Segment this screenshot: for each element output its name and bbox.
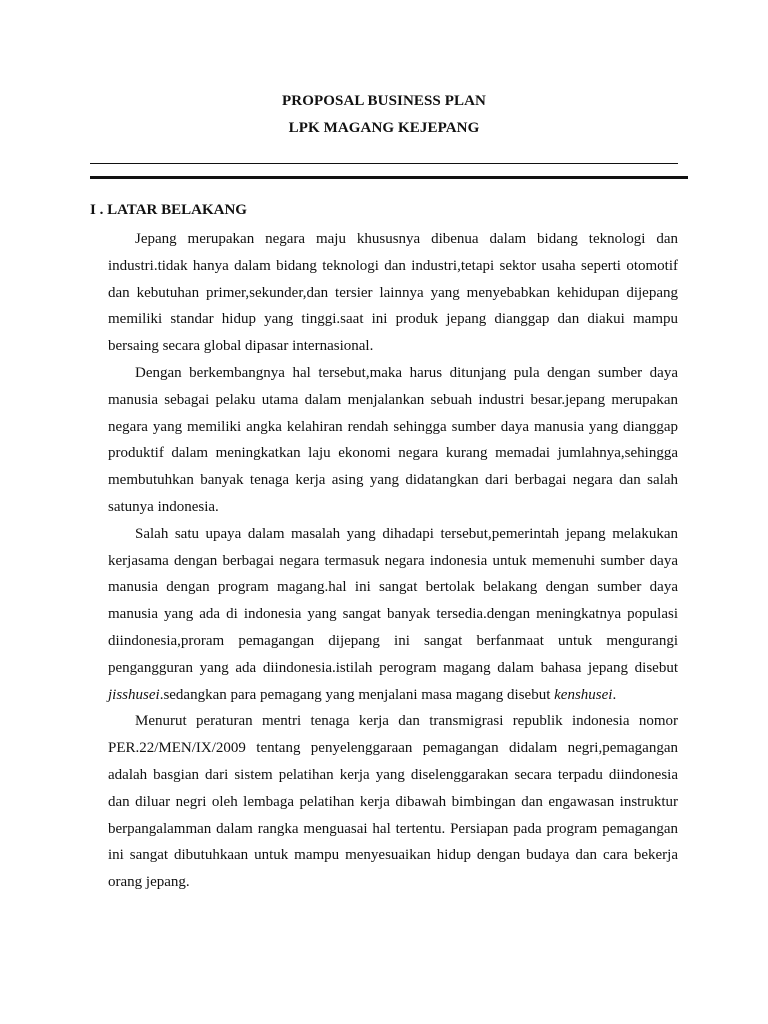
- document-subtitle: LPK MAGANG KEJEPANG: [288, 120, 480, 136]
- section-body: [108, 226, 678, 896]
- document-title: PROPOSAL BUSINESS PLAN: [282, 93, 486, 109]
- term-kenshusei: kenshusei: [554, 686, 613, 703]
- paragraph-3-text-c: .: [612, 686, 617, 703]
- paragraph-4: Menurut peraturan mentri tenaga kerja dan transmigrasi republik indonesia nomor PER.22/MEN/IX/2009 tentang penyelenggaraan pemagangan didalam negri,pemagangan adalah basgian dari sistem pelatihan kerja yang diselenggarakan secara terpadu diindonesia dan diluar negri oleh lembaga pelatihan kerja dibawah bimbingan dan engawasan instruktur berpangalamman dalam rangka menguasai hal tertentu. Persiapan pada program pemagangan ini sangat dibutuhkaan untuk mampu menyesuaikan hidup dengan budaya dan cara bekerja orang jepang.: [108, 713, 678, 891]
- header-divider-thick: [90, 176, 688, 179]
- paragraph-3-text-a: Salah satu upaya dalam masalah yang dihadapi tersebut,pemerintah jepang melakukan kerjasama dengan berbagai negara termasuk negara indonesia untuk memenuhi sumber daya manusia dengan program magang.hal ini sangat bertolak belakang dengan sumber daya manusia yang ada di indonesia yang sangat banyak tersedia.dengan meningkatnya populasi diindonesia,proram pemagangan dijepang ini sangat berfanmaat untuk mengurangi pengangguran yang ada diindonesia.istilah perogram magang dalam bahasa jepang disebut: [108, 525, 678, 676]
- paragraph-1: Jepang merupakan negara maju khususnya dibenua dalam bidang teknologi dan industri.tidak hanya dalam bidang teknologi dan industri,tetapi sektor usaha seperti otomotif dan kebutuhan primer,sekunder,dan tersier lainnya yang menyebabkan kehidupan dijepang memiliki standar hidup yang tinggi.saat ini produk jepang dianggap dan diakui mampu bersaing secara global dipasar internasional.: [108, 231, 678, 355]
- header-divider-thin: [90, 163, 678, 164]
- paragraph-2: Dengan berkembangnya hal tersebut,maka harus ditunjang pula dengan sumber daya manusia sebagai pelaku utama dalam menjalankan sebuah industri besar.jepang merupakan negara yang memiliki angka kelahiran rendah sehingga sumber daya manusia yang dianggap produktif dalam meningkatkan laju ekonomi negara kurang memadai jumlahnya,sehingga membutuhkan banyak tenaga kerja asing yang didatangkan dari berbagai negara dan salah satunya indonesia.: [108, 364, 678, 515]
- paragraph-3-text-b: .sedangkan para pemagang yang menjalani masa magang disebut: [159, 686, 555, 703]
- term-jisshusei: jisshusei: [108, 686, 160, 703]
- paragraph-3: [108, 521, 678, 709]
- section-heading: I . LATAR BELAKANG: [90, 202, 247, 218]
